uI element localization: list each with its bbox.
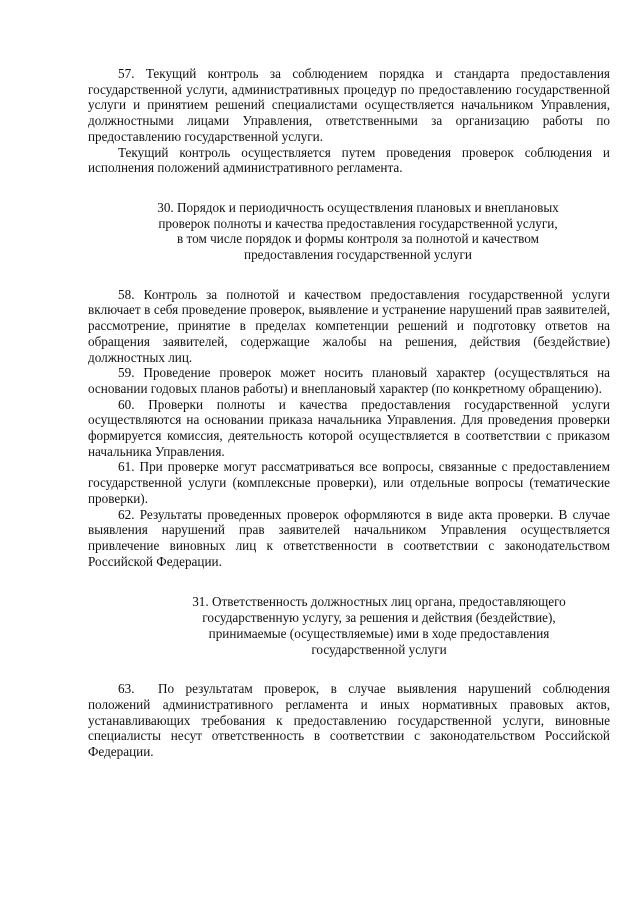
paragraph-59: 59. Проведение проверок может носить плановый характер (осуществляться на основании годовых планов работы) и внеплановый характер (по конкретному обращению). xyxy=(88,365,610,396)
heading-31-line-4: государственной услуги xyxy=(311,641,447,657)
paragraph-57-continued: Текущий контроль осуществляется путем проведения проверок соблюдения и исполнения положений административного регламента. xyxy=(88,144,610,176)
heading-30-line-4: предоставления государственной услуги xyxy=(244,247,472,263)
paragraph-61: 61. При проверке могут рассматриваться все вопросы, связанные с предоставлением государственной услуги (комплексные проверки), или отдельные вопросы (тематические проверки). xyxy=(88,459,610,506)
section-heading-30 xyxy=(88,200,610,263)
document-page xyxy=(88,66,610,760)
heading-31-line-1: 31. Ответственность должностных лиц органа, предоставляющего xyxy=(192,594,566,610)
heading-30-line-1: 30. Порядок и периодичность осуществления плановых и внеплановых xyxy=(157,199,559,215)
section-heading-31 xyxy=(88,594,610,657)
paragraph-63 xyxy=(88,681,610,760)
heading-31-line-3: принимаемые (осуществляемые) ими в ходе предоставления xyxy=(208,625,550,641)
paragraph-62: 62. Результаты проведенных проверок оформляются в виде акта проверки. В случае выявления нарушений прав заявителей начальником Управления осуществляется привлечение виновных лиц к ответственности в соответствии с законодательством Российской Федерации. xyxy=(88,506,610,569)
paragraph-63-text: По результатам проверок, в случае выявления нарушений соблюдения положений административного регламента и иных нормативных правовых актов, устанавливающих требования к предоставлению государственной услуги, виновные специалисты несут ответственность в соответствии с законодательством Российской Федерации. xyxy=(88,681,610,760)
paragraph-58: 58. Контроль за полнотой и качеством предоставления государственной услуги включает в себя проведение проверок, выявление и устранение нарушений прав заявителей, рассмотрение, принятие в пределах компетенции решений и подготовку ответов на обращения заявителей, содержащие жалобы на решения, действия (бездействие) должностных лиц. xyxy=(88,286,610,365)
heading-30-line-3: в том числе порядок и формы контроля за полнотой и качеством xyxy=(177,231,539,247)
paragraph-63-number: 63. xyxy=(118,681,135,697)
paragraph-57: 57. Текущий контроль за соблюдением порядка и стандарта предоставления государственной услуги, административных процедур по предоставлению государственной услуги и принятием решений специалистами осуществляется начальником Управления, должностными лицами Управления, ответственными за организацию работы по предоставлению государственной услуги. xyxy=(88,66,610,144)
heading-31-line-2: государственную услугу, за решения и действия (бездействие), xyxy=(202,610,556,626)
paragraph-60: 60. Проверки полноты и качества предоставления государственной услуги осуществляются на основании приказа начальника Управления. Для проведения проверки формируется комиссия, деятельность которой осуществляется в соответствии с приказом начальника Управления. xyxy=(88,396,610,459)
heading-30-line-2: проверок полноты и качества предоставления государственной услуги, xyxy=(158,215,558,231)
